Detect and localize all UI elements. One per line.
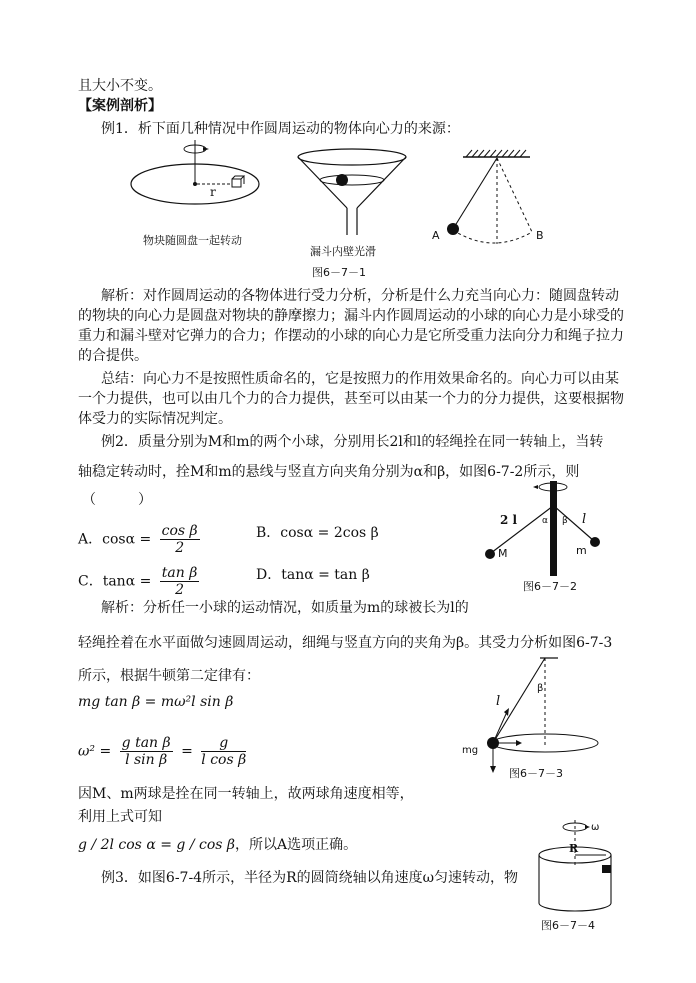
figure-caption: 图6－7－1 — [312, 266, 366, 279]
text-line: 的物块的向心力是圆盘对物块的静摩擦力；漏斗内作圆周运动的小球的向心力是小球受的 — [78, 308, 624, 324]
text-line: 一个力提供，也可以由几个力的合力提供，甚至可以由某一个力的分力提供，这要根据物 — [78, 391, 624, 407]
option-a — [78, 523, 204, 556]
formula-fraction-2-den: l cos β — [201, 752, 247, 768]
formula-fraction-1 — [120, 735, 173, 768]
text-line: 重力和漏斗壁对它弹力的合力；作摆动的小球的向心力是它所受重力法向分力和绳子拉力 — [78, 328, 624, 344]
disk-caption: 物块随圆盘一起转动 — [143, 234, 242, 247]
text-line: 解析：对作圆周运动的各物体进行受力分析，分析是什么力充当向心力：随圆盘转动 — [101, 288, 619, 304]
option-c-numerator: tan β — [161, 565, 198, 581]
formula-fraction-2 — [201, 735, 246, 768]
omega-label: ω — [591, 822, 600, 833]
mass-m-small-label: m — [576, 544, 587, 557]
option-c-fraction — [160, 565, 200, 598]
radius-label: r — [210, 185, 216, 199]
funnel-diagram — [298, 149, 406, 235]
example-2-prompt: 例2．质量分别为M和m的两个小球，分别用长2l和l的轻绳拴在同一转轴上，当转 — [101, 434, 604, 450]
angle-beta-label: β — [537, 683, 544, 694]
option-a-numerator: cos β — [161, 523, 198, 539]
formula-fraction-1-den: l sin β — [125, 752, 168, 768]
text-line: 所示，根据牛顿第二定律有： — [78, 668, 260, 684]
option-c-label: C．tanα = — [78, 573, 152, 590]
point-a-label: A — [432, 229, 440, 242]
conclusion-text: ，所以A选项正确。 — [234, 837, 358, 853]
option-a-fraction — [160, 523, 200, 556]
beta-label: β — [562, 516, 568, 526]
length-2l-label: 2 l — [500, 513, 518, 527]
option-c-denominator: 2 — [175, 582, 185, 598]
figure-6-7-2 — [478, 478, 618, 578]
gravity-label: mg — [462, 745, 479, 756]
figure-caption: 图6－7－4 — [541, 919, 595, 932]
option-c — [78, 565, 203, 598]
option-a-label: A．cosα = — [78, 531, 152, 548]
section-heading: 【案例剖析】 — [78, 98, 162, 114]
answer-blank: （ ） — [82, 492, 152, 508]
pendulum-diagram — [447, 150, 532, 244]
radius-r-label: R — [569, 842, 579, 855]
text-line: 总结：向心力不是按照性质命名的，它是按照力的作用效果命名的。向心力可以由某 — [101, 371, 619, 387]
mass-m-big-label: M — [498, 547, 508, 560]
point-b-label: B — [536, 229, 544, 242]
text-line: 因M、m两球是拴在同一转轴上，故两球角速度相等， — [78, 786, 414, 802]
formula-omega-lhs: ω² = — [78, 743, 112, 760]
conclusion-line — [78, 835, 357, 855]
text-line: 解析：分析任一小球的运动情况，如质量为m的球被长为l的 — [101, 600, 469, 616]
formula-newton: mg tan β = mω²l sin β — [78, 694, 234, 710]
example-3-prompt: 例3．如图6-7-4所示，半径为R的圆筒绕轴以角速度ω匀速转动，物 — [101, 870, 519, 886]
text-line: 的合提供。 — [78, 348, 148, 364]
figure-6-7-4 — [538, 815, 628, 915]
formula-fraction-1-num: g tan β — [121, 735, 171, 751]
option-d: D．tanα = tan β — [256, 567, 370, 583]
text-line: 轻绳拴着在水平面做匀速圆周运动，细绳与竖直方向的夹角为β。其受力分析如图6-7-3 — [78, 635, 613, 651]
text-line: 且大小不变。 — [78, 78, 162, 94]
formula-conclusion: g / 2l cos α = g / cos β — [78, 837, 235, 853]
text-line: 体受力的实际情况判定。 — [78, 411, 232, 427]
option-a-denominator: 2 — [175, 540, 185, 556]
formula-omega-equals: = — [181, 743, 193, 760]
text-line: 利用上式可知 — [78, 809, 162, 825]
alpha-label: α — [542, 516, 548, 526]
example-1-prompt: 例1．析下面几种情况中作圆周运动的物体向心力的来源： — [101, 121, 460, 137]
funnel-caption: 漏斗内壁光滑 — [310, 245, 376, 258]
option-b: B．cosα = 2cos β — [256, 525, 379, 541]
text-line: 轴稳定转动时，拴M和m的悬线与竖直方向夹角分别为α和β，如图6-7-2所示，则 — [78, 464, 580, 480]
rope-length-label: l — [496, 694, 501, 709]
figure-caption: 图6－7－3 — [509, 767, 563, 780]
figure-6-7-3 — [470, 650, 610, 780]
formula-fraction-2-num: g — [201, 735, 246, 752]
figure-caption: 图6－7－2 — [523, 580, 577, 593]
length-l-label: l — [582, 512, 587, 527]
formula-omega — [78, 735, 250, 768]
rotating-disk-diagram — [131, 140, 259, 204]
